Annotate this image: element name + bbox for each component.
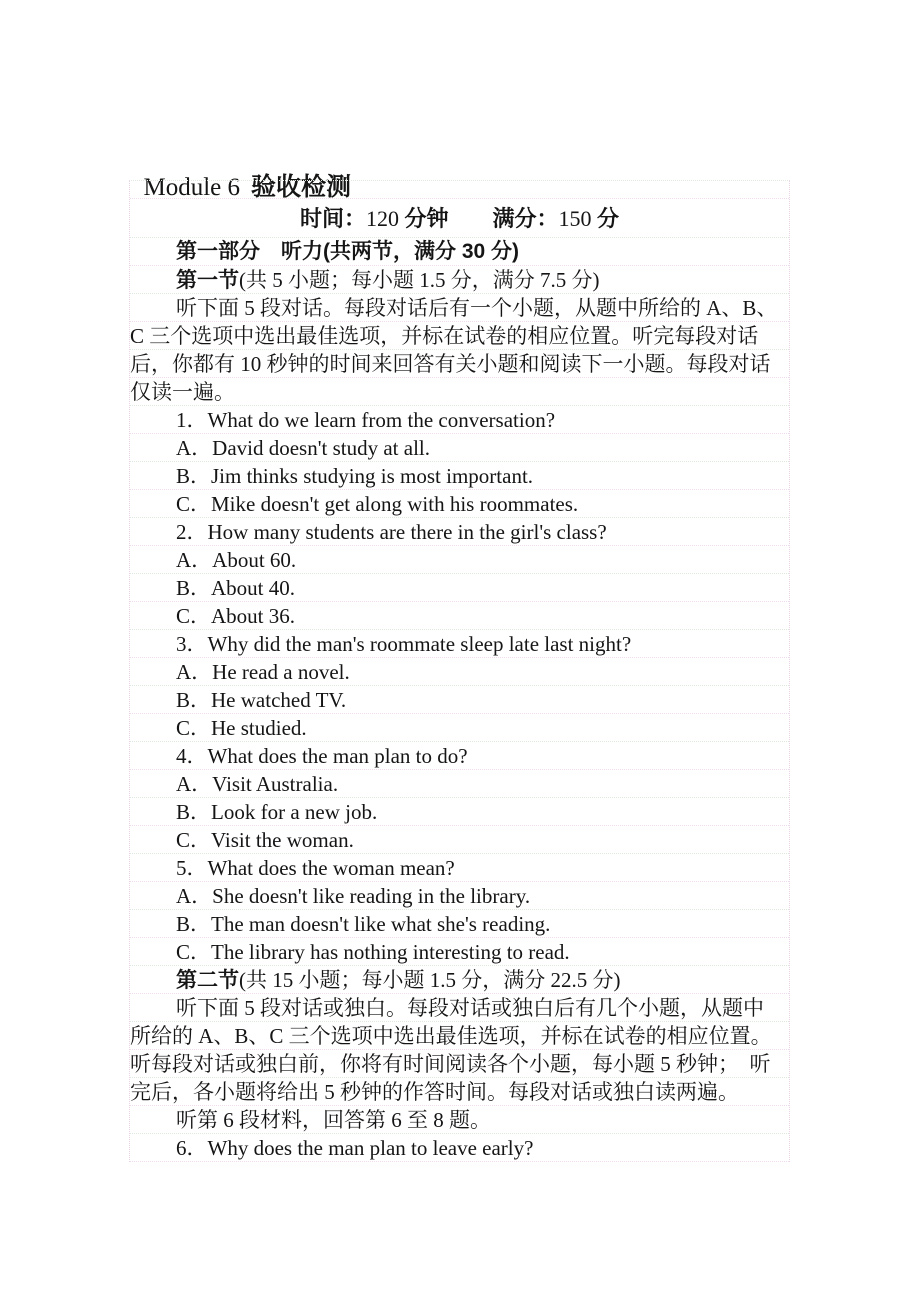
section1-instructions-line: C 三个选项中选出最佳选项，并标在试卷的相应位置。听完每段对话 — [130, 322, 789, 350]
option-line: B．Look for a new job. — [130, 798, 789, 826]
spacer-row — [130, 181, 789, 199]
exam-meta-line: 时间：120 分钟 满分：150 分 — [130, 199, 789, 238]
material-note: 听第 6 段材料，回答第 6 至 8 题。 — [130, 1106, 789, 1134]
section2-instructions-line: 所给的 A、B、C 三个选项中选出最佳选项，并标在试卷的相应位置。 — [130, 1022, 789, 1050]
page-title-module: Module 6 — [143, 174, 241, 201]
section2-instructions-line: 听每段对话或独白前，你将有时间阅读各个小题，每小题 5 秒钟； 听 — [130, 1050, 789, 1078]
question-line: 4．What does the man plan to do? — [130, 742, 789, 770]
option-line: C．He studied. — [130, 714, 789, 742]
section2-heading: 第二节(共 15 小题；每小题 1.5 分，满分 22.5 分) — [130, 966, 789, 994]
part1-heading: 第一部分 听力(共两节，满分 30 分) — [130, 238, 789, 266]
option-line: C．Mike doesn't get along with his roommates. — [130, 490, 789, 518]
question-line: 6．Why does the man plan to leave early? — [130, 1134, 789, 1162]
section1-instructions-line: 仅读一遍。 — [130, 378, 789, 406]
option-line: B．Jim thinks studying is most important. — [130, 462, 789, 490]
section2-instructions-line: 听下面 5 段对话或独白。每段对话或独白后有几个小题，从题中 — [130, 994, 789, 1022]
question-line: 1．What do we learn from the conversation? — [130, 406, 789, 434]
option-line: A．David doesn't study at all. — [130, 434, 789, 462]
question-line: 3．Why did the man's roommate sleep late last night? — [130, 630, 789, 658]
option-line: C．The library has nothing interesting to read. — [130, 938, 789, 966]
section1-instructions-line: 后，你都有 10 秒钟的时间来回答有关小题和阅读下一小题。每段对话 — [130, 350, 789, 378]
option-line: C．Visit the woman. — [130, 826, 789, 854]
option-line: B．The man doesn't like what she's reading. — [130, 910, 789, 938]
section2-instructions-line: 完后，各小题将给出 5 秒钟的作答时间。每段对话或独白读两遍。 — [130, 1078, 789, 1106]
option-line: A．About 60. — [130, 546, 789, 574]
section1-heading: 第一节(共 5 小题；每小题 1.5 分，满分 7.5 分) — [130, 266, 789, 294]
worksheet-grid — [129, 180, 790, 1162]
option-line: C．About 36. — [130, 602, 789, 630]
page-title-name: 验收检测 — [251, 173, 352, 201]
question-line: 5．What does the woman mean? — [130, 854, 789, 882]
option-line: A．Visit Australia. — [130, 770, 789, 798]
option-line: B．About 40. — [130, 574, 789, 602]
section1-instructions-line: 听下面 5 段对话。每段对话后有一个小题，从题中所给的 A、B、 — [130, 294, 789, 322]
option-line: A．He read a novel. — [130, 658, 789, 686]
page-title — [131, 142, 352, 201]
option-line: A．She doesn't like reading in the library. — [130, 882, 789, 910]
option-line: B．He watched TV. — [130, 686, 789, 714]
question-line: 2．How many students are there in the girl's class? — [130, 518, 789, 546]
